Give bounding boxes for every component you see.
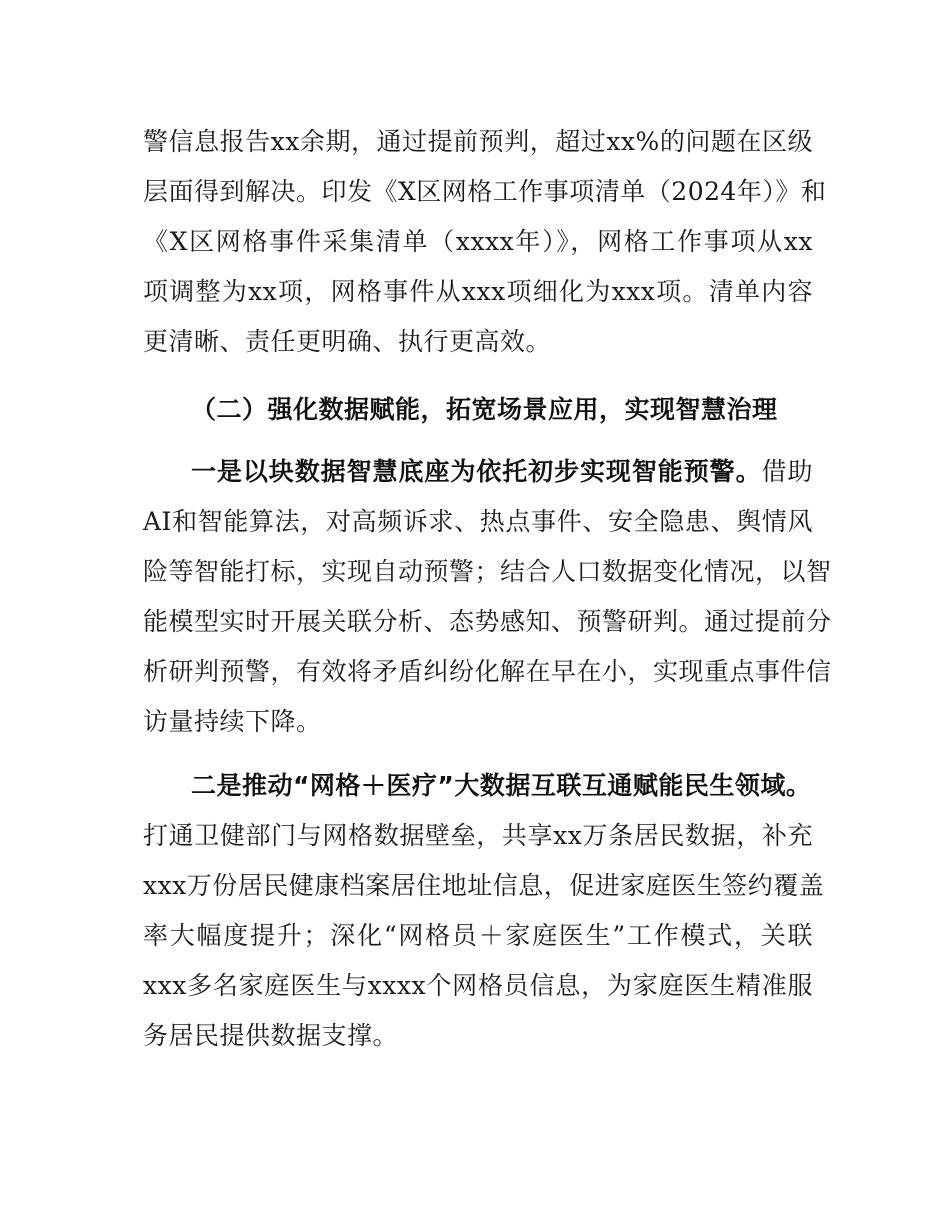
paragraph3-line-3: xxx万份居民健康档案居住地址信息，促进家庭医生签约覆盖: [143, 871, 825, 900]
paragraph2-line-6: 访量持续下降。: [143, 707, 322, 736]
paragraph3-line-2: 打通卫健部门与网格数据壁垒，共享xx万条居民数据，补充: [143, 821, 813, 850]
paragraph2-lead-tail: 借助: [761, 457, 813, 486]
paragraph2-lead: 一是以块数据智慧底座为依托初步实现智能预警。: [191, 457, 762, 486]
section-heading: （二）强化数据赋能，拓宽场景应用，实现智慧治理: [191, 395, 778, 424]
paragraph3-lead: 二是推动“网格＋医疗”大数据互联互通赋能民生领域。: [191, 771, 812, 800]
paragraph3-line-4: 率大幅度提升；深化“网格员＋家庭医生”工作模式，关联: [143, 921, 813, 950]
paragraph1-line-1: 警信息报告xx余期，通过提前预判，超过xx%的问题在区级: [143, 127, 813, 156]
paragraph3-line-5: xxx多名家庭医生与xxxx个网格员信息，为家庭医生精准服: [143, 971, 813, 1000]
paragraph2-line-2: AI和智能算法，对高频诉求、热点事件、安全隐患、舆情风: [143, 507, 813, 536]
paragraph2-line-1: [191, 452, 813, 492]
paragraph3-line-6: 务居民提供数据支撑。: [143, 1021, 399, 1050]
paragraph1-line-3: 《X区网格事件采集清单（xxxx年）》，网格工作事项从xx: [143, 227, 813, 256]
paragraph2-line-3: 险等智能打标，实现自动预警；结合人口数据变化情况，以智: [143, 557, 832, 586]
paragraph1-line-5: 更清晰、责任更明确、执行更高效。: [143, 327, 552, 356]
paragraph1-line-4: 项调整为xx项，网格事件从xxx项细化为xxx项。清单内容: [143, 277, 813, 306]
paragraph2-line-4: 能模型实时开展关联分析、态势感知、预警研判。通过提前分: [143, 607, 832, 636]
paragraph1-line-2: 层面得到解决。印发《X区网格工作事项清单（2024年）》和: [143, 177, 827, 206]
paragraph2-line-5: 析研判预警，有效将矛盾纠纷化解在早在小，实现重点事件信: [143, 657, 832, 686]
